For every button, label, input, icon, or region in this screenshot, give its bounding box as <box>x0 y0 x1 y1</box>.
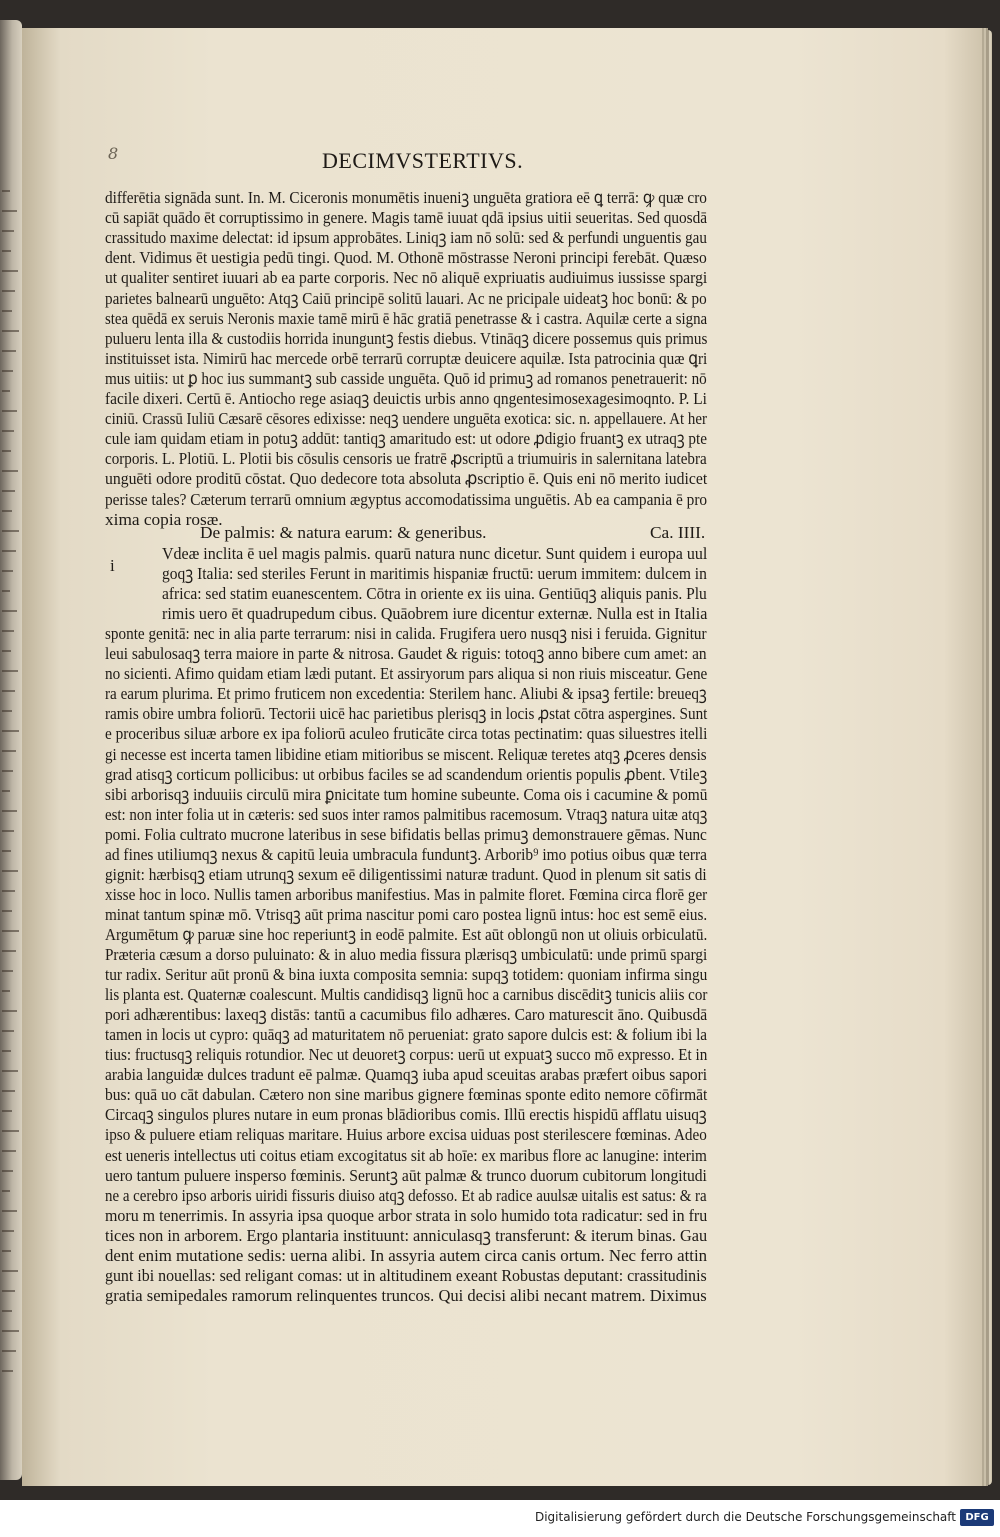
text-line: rimis uero ēt quadrupedum cibus. Quāobrem iure dicentur externæ. Nulla est in Italia <box>162 604 708 624</box>
text-line: est: non inter folia ut in cæteris: sed suos inter ramos palmitibus racemosum. Vtraqꝫ natura uitæ atqꝫ <box>105 804 708 824</box>
text-line: ramis obire umbra foliorū. Tectorii uicē hac parietibus plerisqꝫ in locis ꝓstat cōtra aspergines. Sunt <box>105 704 708 724</box>
facing-page-ink <box>2 230 14 232</box>
text-line: ne a cerebro ipso arboris uiridi fissuris diuiso atqꝫ defosso. Et ab radice auulsæ uitalis est satus: & ra <box>105 1185 707 1205</box>
facing-page-ink <box>2 1250 11 1252</box>
text-line: pori adhærentibus: laxeqꝫ distās: tantū a cacumibus filo adhæres. Caro maturescit āno. Quibusdā <box>105 1005 708 1025</box>
text-line: tius: fructusqꝫ reliquis rotundior. Nec ut deuoretꝫ corpus: uerū ut expuatꝫ succo mō expresso. Et in <box>105 1045 708 1065</box>
facing-page-ink <box>2 630 14 632</box>
text-line: xima copia rosæ. <box>105 509 223 529</box>
text-line: pomi. Folia cultrato mucrone lateribus in sese bifidatis bellas primuꝫ demonstrauere gēmas. Nunc <box>105 824 707 844</box>
text-line: cū sapiāt quādo ēt corruptissimo in genere. Magis tamē iuuat qdā ipsius uitii seueritas. Sed quosdā <box>105 208 708 228</box>
facing-page-ink <box>2 190 10 192</box>
facing-page-edge <box>0 20 22 1480</box>
text-line: tices non in arborem. Ergo plantaria instituunt: anniculasqꝫ transferunt: & iterum binas. Gau <box>105 1225 708 1245</box>
facing-page-ink <box>2 1310 12 1312</box>
facing-page-ink <box>2 790 10 792</box>
facing-page-ink <box>2 1150 16 1152</box>
facing-page-ink <box>2 1270 18 1272</box>
text-line: sponte genitā: nec in alia parte terrarum: nisi in calida. Frugifera uero nusqꝫ nisi i feruida. Gignitur <box>105 624 707 644</box>
folio-number: 8 <box>108 144 119 163</box>
facing-page-ink <box>2 390 10 392</box>
facing-page-ink <box>2 950 16 952</box>
facing-page-ink <box>2 750 16 752</box>
text-line: ut qualiter sentiret iuuari ab ea parte corporis. Nec nō aliquē expriuatis audiuimus iussisse spargi <box>105 268 708 288</box>
facing-page-ink <box>2 990 10 992</box>
facing-page-ink <box>2 670 18 672</box>
facing-page-ink <box>2 590 10 592</box>
text-line: e proceribus siluæ arbore ex ipa foliorū aculeo fruticāte circa totas pectinatim: quas siluestres itelli <box>105 724 708 744</box>
facing-page-ink <box>2 1290 15 1292</box>
text-line: corporis. L. Plotiū. L. Plotii bis cōsulis censoris ue fratrē ꝓscriptū a triumuiris in salernitana latebra <box>105 449 707 469</box>
facing-page-ink <box>2 570 13 572</box>
text-line: dent. Vidimus ēt uestigia pedū tingi. Quod. M. Othonē mōstrasse Neroni principi ferebāt. Quæso <box>105 248 707 268</box>
facing-page-ink <box>2 770 13 772</box>
facing-page-ink <box>2 1010 17 1012</box>
footer-credit: Digitalisierung gefördert durch die Deutsche Forschungsgemeinschaft <box>534 1510 956 1524</box>
book-page <box>22 28 982 1486</box>
facing-page-ink <box>2 1130 19 1132</box>
facing-page-ink <box>2 1350 16 1352</box>
text-line: gi necesse est incerta tamen libidine etiam mitioribus se miscent. Reliquæ teretes atqꝫ ꝓceres densis <box>105 744 707 764</box>
text-line: bus: quā uo cāt dabulan. Cætero non sine maribus gignere fœminas sponte edito nemore cōfirmāt <box>105 1085 708 1105</box>
facing-page-ink <box>2 330 19 332</box>
facing-page-ink <box>2 1190 10 1192</box>
text-line: mus uitiis: ut ꝑ hoc ius summantꝫ sub casside unguēta. Quō id primuꝫ ad romanos penetrauerit: nō <box>105 368 707 388</box>
text-line: dent enim mutatione sedis: uerna alibi. In assyria autem circa canis ortum. Nec ferro attin <box>105 1245 708 1265</box>
text-line: leui sabulosaqꝫ terra maiore in parte & nitrosa. Gaudet & riguis: totoqꝫ anno bibere cum amet: an <box>105 644 707 664</box>
text-line: xisse hoc in loco. Nullis tamen arboribus manifestius. Mas in palmite floret. Fœmina circa florē ger <box>105 884 708 904</box>
text-line: africa: sed statim euanescentem. Cōtra in oriente ex iis uina. Gentiūqꝫ aliquis panis. Plu <box>162 584 707 604</box>
chapter-title: De palmis: & natura earum: & generibus. <box>200 523 487 542</box>
facing-page-ink <box>2 370 13 372</box>
facing-page-ink <box>2 210 17 212</box>
facing-page-ink <box>2 1170 13 1172</box>
facing-page-ink <box>2 530 19 532</box>
facing-page-ink <box>2 430 14 432</box>
running-head: DECIMVSTERTIVS. <box>322 148 524 173</box>
facing-page-ink <box>2 1370 13 1372</box>
text-line: ciniū. Crassū Iuliū Cæsarē cēsores edixisse: neqꝫ uendere unguēta exotica: sic. n. appellauere. At her <box>105 409 707 429</box>
text-line: Argumētum ꝙ paruæ sine hoc reperiuntꝫ in eodē palmite. Est aūt oblongū non ut oliuis orbiculatū. <box>105 924 708 944</box>
text-line: est ueneris intellectus uti coitus etiam excogitatus sit ab hoīe: ex maribus flore ac lanugine: interim <box>105 1145 707 1165</box>
text-line: perisse tales? Cæterum terrarū omnium ægyptus accomodatissima unguētis. Ab ea campania ē pro <box>105 489 708 509</box>
text-line: ra earum plurima. Et primo fruticem non excedentia: Sterilem hanc. Aliubi & ipsaꝫ fertile: breueqꝫ <box>105 684 707 704</box>
facing-page-ink <box>2 650 11 652</box>
text-line: Præteria cæsum a dorso puluinato: & in aluo media fissura plærisqꝫ umbiculatū: unde primū spargi <box>105 945 708 964</box>
text-line: gratia semipedales ramorum relinquentes truncos. Qui decisi alibi necant matrem. Diximus <box>105 1285 707 1305</box>
facing-page-ink <box>2 1090 15 1092</box>
facing-page-ink <box>2 310 12 312</box>
facing-page-ink <box>2 610 17 612</box>
text-line: arabia languidæ dulces tradunt eē palmæ. Quamqꝫ iuba apud sceuitas arabas præfert oibus sapori <box>105 1065 708 1085</box>
facing-page-ink <box>2 890 15 892</box>
text-line: sibi arborisqꝫ induuiis circulū mira ꝑnicitate tum homine subeunte. Coma ois i cacumine & pomū <box>105 784 708 804</box>
text-line: ipso & puluere etiam reliquas maritare. Huius arbore excisa uiduas post sterilescere fœminas. Adeo <box>105 1125 707 1145</box>
facing-page-ink <box>2 1330 19 1332</box>
facing-page-ink <box>2 470 18 472</box>
text-line: tamen in locis ut cypro: quāqꝫ ad maturitatem nō perueniat: grato sapore dulcis est: & folium ibi la <box>105 1025 708 1045</box>
facing-page-ink <box>2 830 14 832</box>
facing-page-ink <box>2 410 17 412</box>
facing-page-ink <box>2 850 11 852</box>
facing-page-ink <box>2 490 15 492</box>
text-line: moru m tenerrimis. In assyria ipsa quoque arbor strata in solo humido tota radicatur: sed in fru <box>105 1205 708 1225</box>
facing-page-ink <box>2 810 17 812</box>
text-line: minat tantum spinæ mō. Vtrisqꝫ aūt prima nascitur pomi caro postea lignū intus: hoc est semē eius. <box>105 904 708 924</box>
facing-page-ink <box>2 350 16 352</box>
text-line: crassitudo maxime delectat: id ipsum approbātes. Liniqꝫ iam nō solū: sed & perfundi unguentis gau <box>105 228 707 248</box>
facing-page-ink <box>2 710 12 712</box>
guide-letter: i <box>110 556 115 575</box>
facing-page-ink <box>2 1070 18 1072</box>
facing-page-ink <box>2 1210 17 1212</box>
text-line: ad fines utiliumqꝫ nexus & capitū leuia umbracula funduntꝫ. Arborib⁹ imo potius oibus quæ terra <box>105 844 708 864</box>
facing-page-ink <box>2 730 19 732</box>
text-line: gignit: hærbisqꝫ etiam utrunqꝫ sexum eē diligentissimi naturæ tradunt. Quod in plenum sit satis di <box>105 864 707 884</box>
facing-page-ink <box>2 550 16 552</box>
facing-page-ink <box>2 510 12 512</box>
facing-page-ink <box>2 1050 11 1052</box>
text-line: pulueru lenta illa & custodiis horrida inunguntꝫ festis diebus. Vtināqꝫ dicere possemus quis primus <box>105 328 708 348</box>
facing-page-ink <box>2 690 15 692</box>
facing-page-ink <box>2 450 11 452</box>
text-line: Circaqꝫ singulos plures nutare in eum pronas blādioribus comis. Illū erectis hispidū afflatu uisuqꝫ <box>105 1105 707 1125</box>
facing-page-ink <box>2 910 12 912</box>
text-line: instituisset ista. Nimirū hac mercede orbē terrarū corruptæ deuicere aquilæ. Ista patrocinia quæ ꝗri <box>105 348 708 368</box>
text-line: unguēti odore proditū cōstat. Quo dedecore tota absoluta ꝓscriptio ē. Quis eni nō merito iudicet <box>105 469 708 489</box>
text-line: no sicienti. Afimo quidam etiam lædi putant. Et assiryorum pars aliqua si non riuis misceatur. Gene <box>105 664 708 684</box>
facing-page-ink <box>2 1230 14 1232</box>
text-line: facile dixeri. Certū ē. Antiocho rege asiaqꝫ deuictis urbis anno qngentesimosexagesimoqnto. P. Li <box>105 389 707 408</box>
text-line: gunt ibi nouellas: sed religant comas: ut in altitudinem exeant Robustas deputant: crassitudinis <box>105 1265 707 1285</box>
text-line: cule iam quidam etiam in potuꝫ addūt: tantiqꝫ amaritudo est: ut odore ꝓdigio fruantꝫ ex utraqꝫ pte <box>105 429 707 449</box>
footer-bar <box>0 1500 1000 1537</box>
facing-page-ink <box>2 270 18 272</box>
facing-page-ink <box>2 970 13 972</box>
text-line: uero tantum puluere insperso fœminis. Seruntꝫ aūt palmæ & trunco duorum cubitorum longitudi <box>105 1165 707 1185</box>
text-line: stea quēdā ex seruis Neronis maxie tamē mirū ē hāc gratiā penetrasse & i castra. Aquilæ certe a signa <box>105 308 708 328</box>
dfg-logo: DFG <box>960 1509 994 1526</box>
text-line: grad atisqꝫ corticum pollicibus: ut orbibus faciles se ad scandendum orientis populis ꝓbent. Vtileꝫ <box>105 764 708 784</box>
facing-page-ink <box>2 1030 14 1032</box>
facing-page-ink <box>2 930 19 932</box>
facing-page-ink <box>2 250 11 252</box>
text-line: goqꝫ Italia: sed steriles Ferunt in maritimis hispaniæ fructū: uerum immitem: dulcem in <box>162 564 707 584</box>
text-line: differētia signāda sunt. In. M. Ciceronis monumētis inueniꝫ unguēta gratiora eē ꝗ terrā: ꝙ quæ cro <box>105 188 707 207</box>
text-line: parietes balnearū unguēto: Atqꝫ Caiū principē solitū lauari. Ac ne pricipale uideatꝫ hoc bonū: & po <box>105 288 707 308</box>
facing-page-ink <box>2 870 18 872</box>
facing-page-ink <box>2 1110 12 1112</box>
text-line: lis planta est. Quaternæ coalescunt. Multis candidisqꝫ lignū hoc a carnibus discēditꝫ tunicis aliis cor <box>105 985 708 1005</box>
text-line: tur radix. Seritur aūt pronū & bina iuxta composita semnia: supqꝫ totidem: quoniam infirma singu <box>105 965 708 985</box>
facing-page-ink <box>2 290 15 292</box>
text-line: Vdeæ inclita ē uel magis palmis. quarū natura nunc dicetur. Sunt quidem i europa uul <box>162 544 708 563</box>
chapter-number: Ca. IIII. <box>650 523 706 542</box>
